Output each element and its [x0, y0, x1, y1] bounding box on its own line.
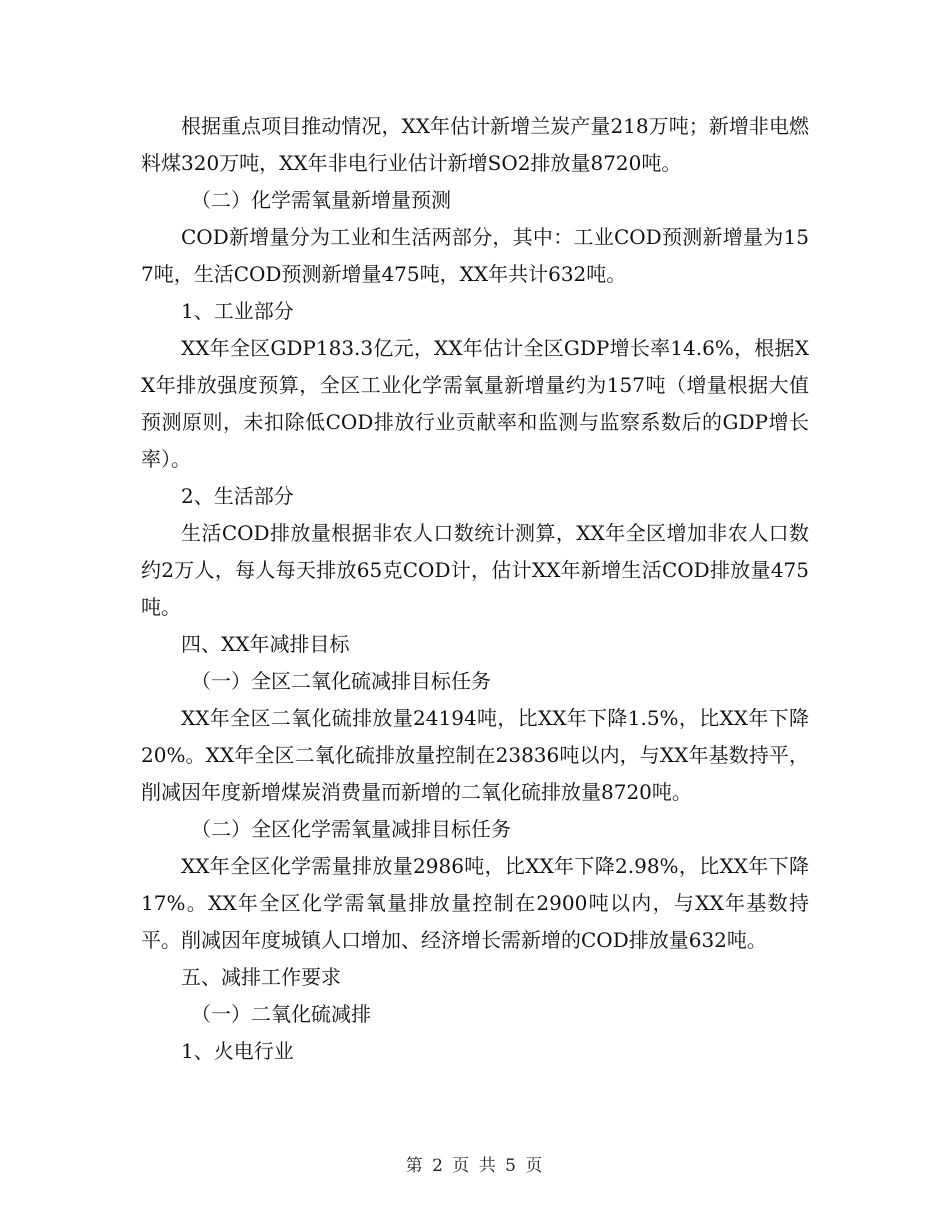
heading-reduction-targets: 四、XX年减排目标	[181, 632, 350, 656]
paragraph-cod-increment: COD新增量分为工业和生活两部分，其中：工业COD预测新增量为157吨，生活COD预测新增量475吨，XX年共计632吨。	[141, 225, 809, 286]
heading-cod-increment-forecast: （二）化学需氧量新增量预测	[191, 188, 451, 212]
page-number-footer: 第 2 页 共 5 页	[405, 1156, 545, 1176]
heading-work-requirements: 五、减排工作要求	[181, 965, 341, 989]
paragraph-so2-target: XX年全区二氧化硫排放量24194吨，比XX年下降1.5%，比XX年下降20%。XX年全区二氧化硫排放量控制在23836吨以内，与XX年基数持平，削减因年度新增煤炭消费量而新增的二氧化硫排放量8720吨。	[141, 706, 809, 804]
paragraph-lanchar-estimate: 根据重点项目推动情况，XX年估计新增兰炭产量218万吨；新增非电燃料煤320万吨，XX年非电行业估计新增SO2排放量8720吨。	[141, 114, 809, 175]
heading-industrial-part: 1、工业部分	[181, 299, 294, 323]
paragraph-industrial-cod: XX年全区GDP183.3亿元，XX年估计全区GDP增长率14.6%，根据XX年排放强度预算，全区工业化学需氧量新增量约为157吨（增量根据大值预测原则，未扣除低COD排放行业贡献率和监测与监察系数后的GDP增长率）。	[141, 336, 809, 471]
heading-so2-target: （一）全区二氧化硫减排目标任务	[191, 669, 491, 693]
heading-cod-target: （二）全区化学需氧量减排目标任务	[191, 817, 511, 841]
heading-domestic-part: 2、生活部分	[181, 484, 294, 508]
heading-thermal-power: 1、火电行业	[181, 1039, 294, 1063]
paragraph-cod-target: XX年全区化学需量排放量2986吨，比XX年下降2.98%，比XX年下降17%。XX年全区化学需氧量排放量控制在2900吨以内，与XX年基数持平。削减因年度城镇人口增加、经济增长需新增的COD排放量632吨。	[141, 854, 809, 952]
heading-so2-reduction: （一）二氧化硫减排	[191, 1002, 371, 1026]
paragraph-domestic-cod: 生活COD排放量根据非农人口数统计测算，XX年全区增加非农人口数约2万人，每人每天排放65克COD计，估计XX年新增生活COD排放量475吨。	[141, 521, 809, 619]
document-body	[141, 108, 809, 1070]
